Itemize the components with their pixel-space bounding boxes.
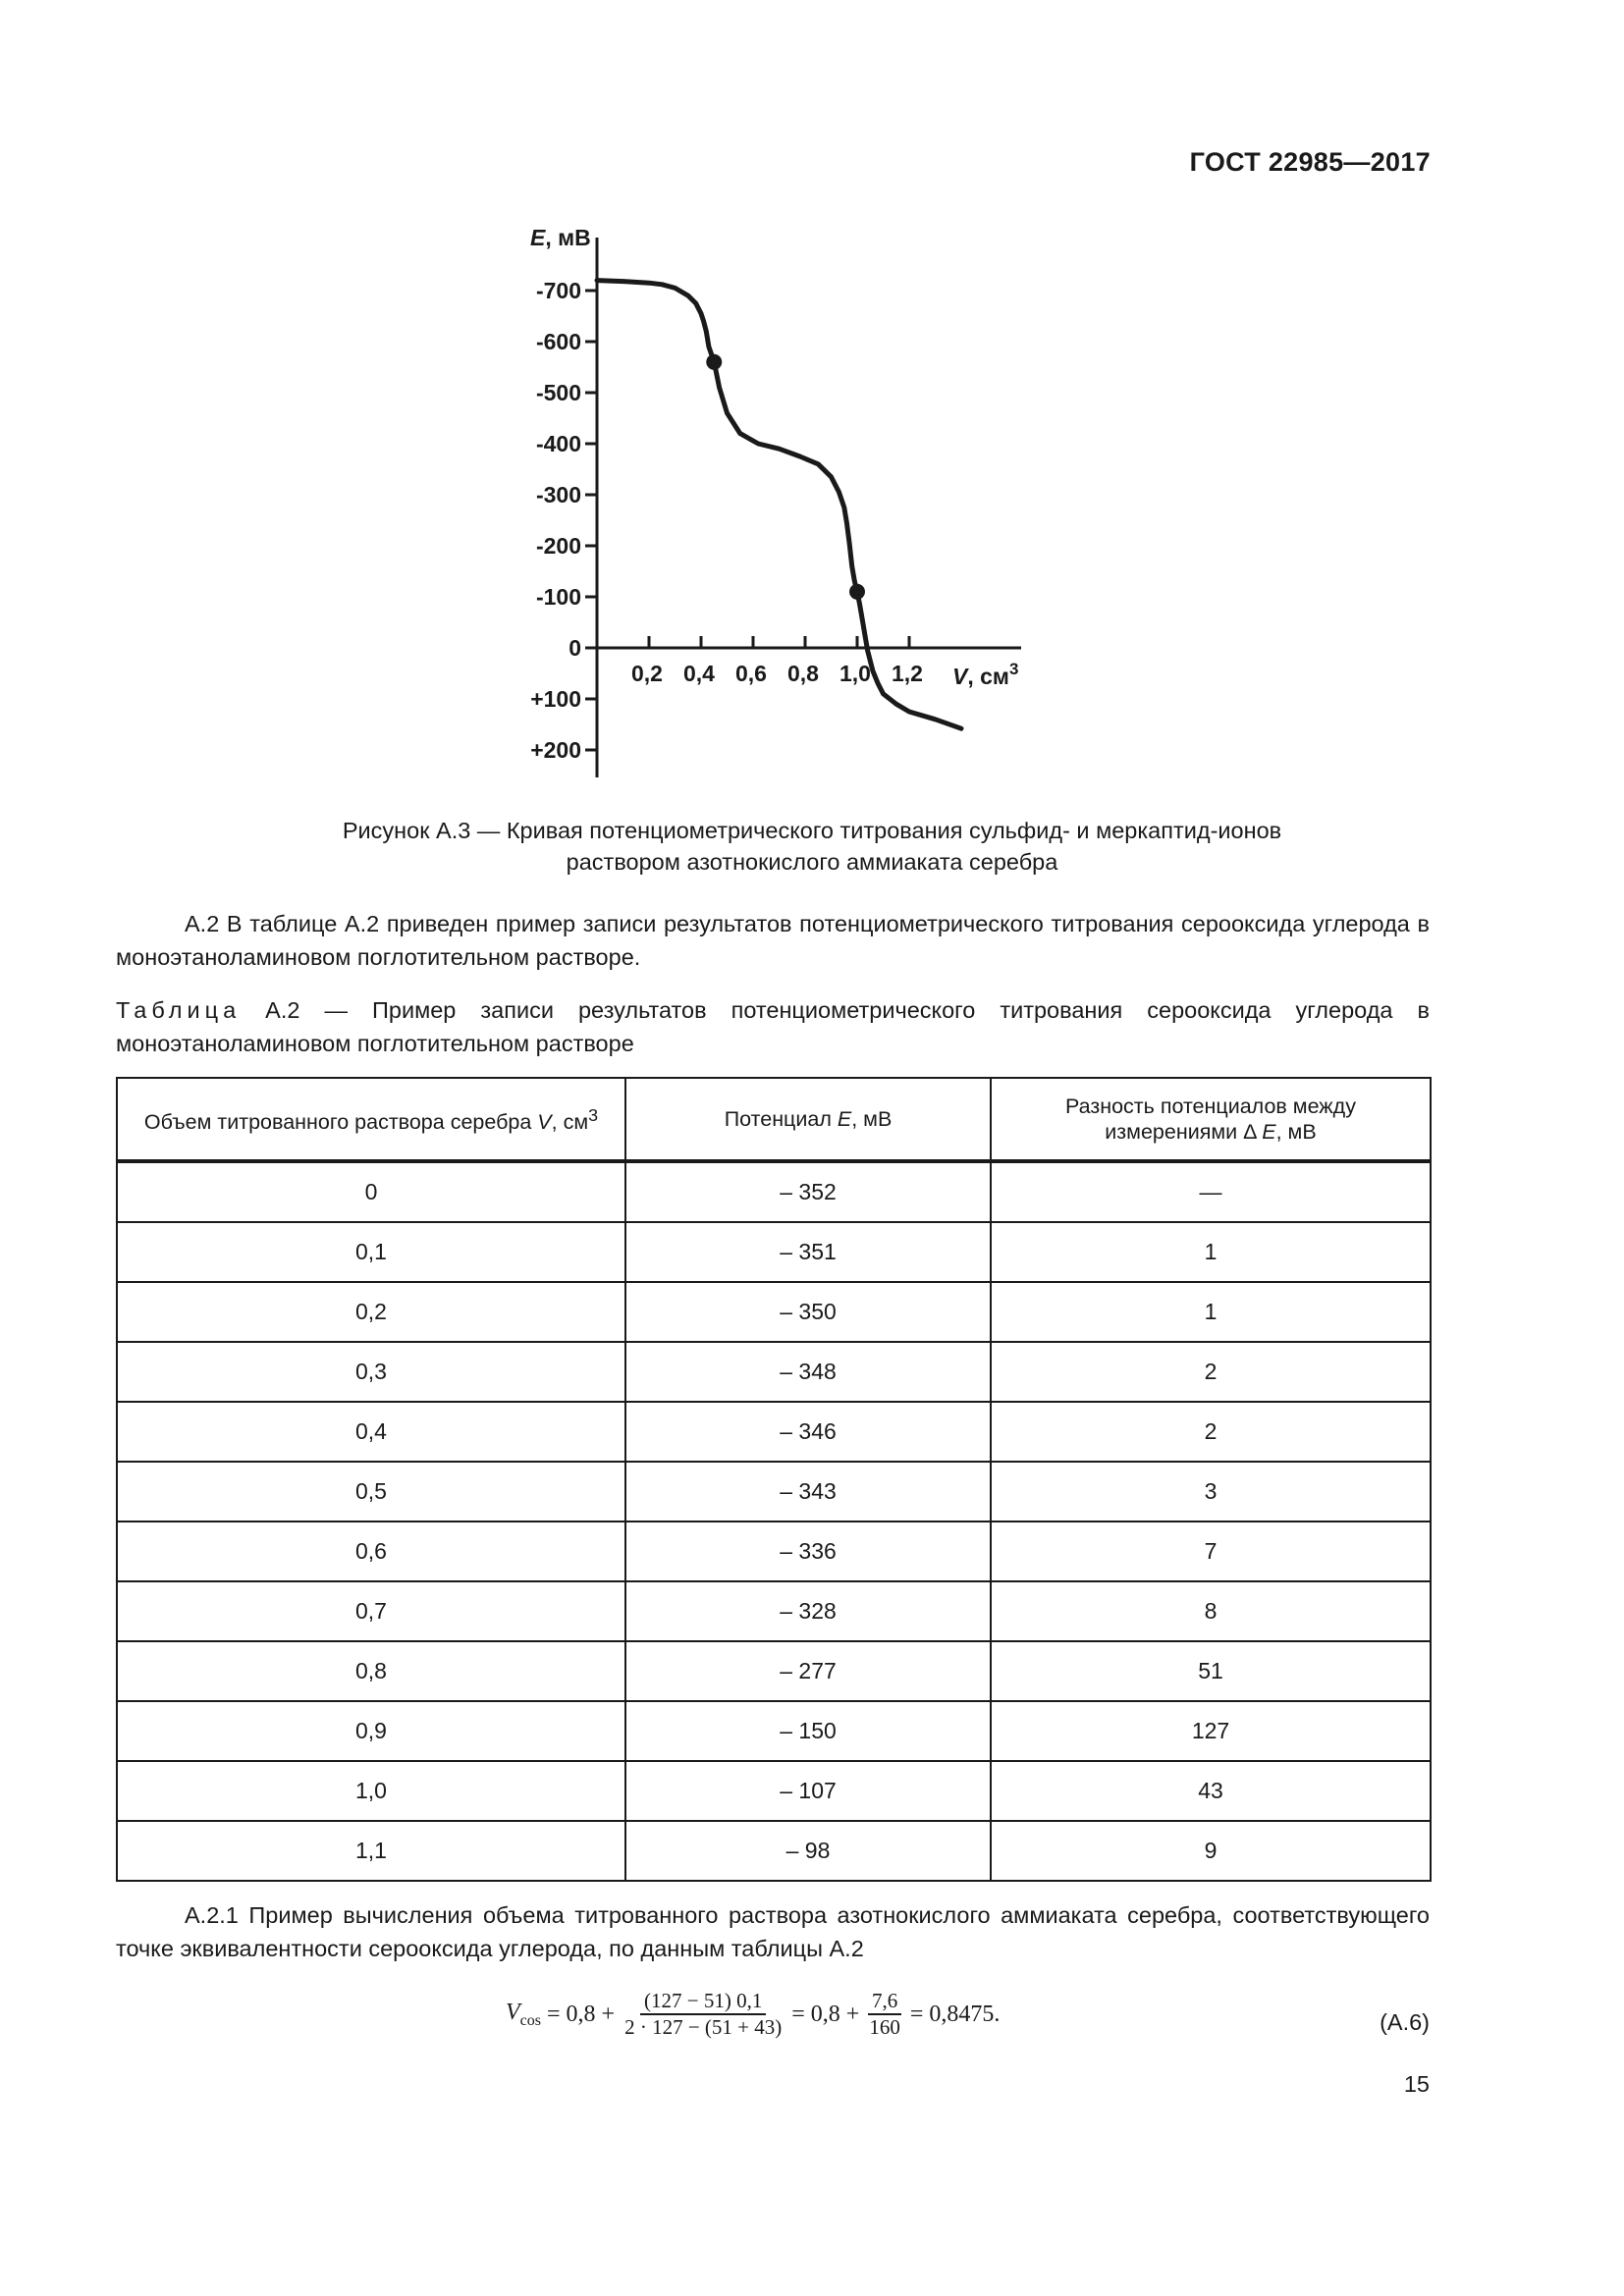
table-row bbox=[117, 1581, 1431, 1641]
cell-difference: 127 bbox=[991, 1701, 1431, 1761]
paragraph-a2-text: В таблице А.2 приведен пример записи результатов потенциометрического титрования серооксида углерода в моноэтаноламиновом поглотительном растворе. bbox=[116, 911, 1430, 970]
header-volume: Объем титрованного раствора серебра V, $см^3$ bbox=[117, 1078, 625, 1161]
cell-volume: 0,7 bbox=[117, 1581, 625, 1641]
paragraph-a2-label: А.2 bbox=[185, 911, 220, 936]
cell-potential: – 107 bbox=[625, 1761, 991, 1821]
table-row bbox=[117, 1641, 1431, 1701]
formula-den1: 2 · 127 − (51 + 43) bbox=[624, 2015, 783, 2039]
cell-volume: 1,1 bbox=[117, 1821, 625, 1881]
cell-potential: – 351 bbox=[625, 1222, 991, 1282]
table-title bbox=[116, 993, 1430, 1060]
svg-text:E, мВ bbox=[530, 225, 591, 250]
formula-den2: 160 bbox=[869, 2015, 900, 2039]
cell-difference: 1 bbox=[991, 1222, 1431, 1282]
x-tick-label: 0,6 bbox=[735, 661, 767, 686]
table-row bbox=[117, 1522, 1431, 1581]
cell-potential: – 336 bbox=[625, 1522, 991, 1581]
document-header: ГОСТ 22985—2017 bbox=[1189, 147, 1431, 177]
figure-caption-line1: Рисунок А.3 — Кривая потенциометрического титрования сульфид- и меркаптид-ионов bbox=[342, 818, 1282, 843]
header-difference: Разность потенциалов между измерениями Δ E, мВ bbox=[991, 1078, 1431, 1161]
cell-potential: – 348 bbox=[625, 1342, 991, 1402]
y-tick-label: -100 bbox=[535, 584, 581, 610]
cell-potential: – 98 bbox=[625, 1821, 991, 1881]
figure-caption-line2: раствором азотнокислого аммиаката серебра bbox=[566, 849, 1058, 875]
cell-volume: 0,2 bbox=[117, 1282, 625, 1342]
cell-potential: – 150 bbox=[625, 1701, 991, 1761]
equivalence-point-marker bbox=[849, 584, 865, 600]
table-row bbox=[117, 1402, 1431, 1462]
y-tick-label: -200 bbox=[535, 533, 581, 559]
cell-difference: 9 bbox=[991, 1821, 1431, 1881]
y-axis-unit: , мВ bbox=[545, 225, 591, 250]
cell-difference: 51 bbox=[991, 1641, 1431, 1701]
formula-a6 bbox=[506, 1989, 1000, 2040]
formula-num2: 7,6 bbox=[868, 1989, 901, 2015]
y-tick-label: -600 bbox=[535, 329, 581, 354]
table-title-label: Таблица bbox=[116, 997, 242, 1023]
header-potential: Потенциал E, мВ bbox=[625, 1078, 991, 1161]
table-header-row bbox=[117, 1078, 1431, 1161]
page-number: 15 bbox=[1403, 2071, 1430, 2097]
table-row bbox=[117, 1462, 1431, 1522]
results-table bbox=[116, 1077, 1432, 1882]
paragraph-a2 bbox=[116, 907, 1430, 974]
x-tick-label: 0,8 bbox=[787, 661, 819, 686]
x-tick-label: 1,0 bbox=[839, 661, 871, 686]
cell-volume: 0,5 bbox=[117, 1462, 625, 1522]
formula-sub: cos bbox=[519, 2011, 541, 2029]
cell-potential: – 343 bbox=[625, 1462, 991, 1522]
cell-difference: 2 bbox=[991, 1342, 1431, 1402]
table-row bbox=[117, 1761, 1431, 1821]
paragraph-a21 bbox=[116, 1898, 1430, 1965]
table-row bbox=[117, 1701, 1431, 1761]
x-tick-label: 0,4 bbox=[683, 661, 715, 686]
cell-volume: 0,6 bbox=[117, 1522, 625, 1581]
y-tick-label: -500 bbox=[535, 380, 581, 405]
cell-potential: – 346 bbox=[625, 1402, 991, 1462]
y-tick-label: +100 bbox=[530, 686, 581, 712]
cell-difference: 3 bbox=[991, 1462, 1431, 1522]
table-row bbox=[117, 1342, 1431, 1402]
equivalence-point-marker bbox=[706, 354, 722, 370]
y-tick-label: -400 bbox=[535, 431, 581, 456]
cell-volume: 0 bbox=[117, 1161, 625, 1222]
cell-volume: 0,8 bbox=[117, 1641, 625, 1701]
y-tick-label: -300 bbox=[535, 482, 581, 507]
x-tick-label: 0,2 bbox=[631, 661, 663, 686]
formula-eq3: = 0,8475. bbox=[909, 2001, 1001, 2027]
table-title-text: А.2 — Пример записи результатов потенциометрического титрования серооксида углерода в моноэтаноламиновом поглотительном растворе bbox=[116, 997, 1430, 1056]
cell-potential: – 328 bbox=[625, 1581, 991, 1641]
formula-num1: (127 − 51) 0,1 bbox=[640, 1989, 766, 2015]
formula-number: (А.6) bbox=[1380, 2009, 1430, 2035]
svg-text:V, см3 bbox=[952, 660, 1018, 689]
cell-volume: 1,0 bbox=[117, 1761, 625, 1821]
table-row bbox=[117, 1161, 1431, 1222]
formula-eq1: = 0,8 + bbox=[547, 2001, 616, 2027]
table-row bbox=[117, 1282, 1431, 1342]
cell-difference: — bbox=[991, 1161, 1431, 1222]
cell-volume: 0,3 bbox=[117, 1342, 625, 1402]
x-axis-var: V bbox=[952, 664, 968, 689]
y-axis-title bbox=[530, 225, 591, 250]
y-axis-var: E bbox=[530, 225, 546, 250]
table-row bbox=[117, 1821, 1431, 1881]
table-row bbox=[117, 1222, 1431, 1282]
paragraph-a21-text: А.2.1 Пример вычисления объема титрованного раствора азотнокислого аммиаката серебра, соответствующего точке эквивалентности серооксида углерода, по данным таблицы А.2 bbox=[116, 1902, 1430, 1961]
cell-volume: 0,1 bbox=[117, 1222, 625, 1282]
cell-difference: 43 bbox=[991, 1761, 1431, 1821]
cell-volume: 0,9 bbox=[117, 1701, 625, 1761]
cell-difference: 2 bbox=[991, 1402, 1431, 1462]
x-axis-exp: 3 bbox=[1008, 660, 1019, 678]
y-tick-label: 0 bbox=[568, 635, 581, 661]
formula-var: V bbox=[506, 1999, 520, 2025]
cell-volume: 0,4 bbox=[117, 1402, 625, 1462]
formula-eq2: = 0,8 + bbox=[791, 2001, 860, 2027]
cell-difference: 8 bbox=[991, 1581, 1431, 1641]
cell-difference: 1 bbox=[991, 1282, 1431, 1342]
titration-chart bbox=[511, 216, 1041, 785]
cell-potential: – 352 bbox=[625, 1161, 991, 1222]
x-axis-title bbox=[952, 660, 1018, 689]
y-tick-label: -700 bbox=[535, 278, 581, 303]
cell-potential: – 277 bbox=[625, 1641, 991, 1701]
y-tick-label: +200 bbox=[530, 737, 581, 763]
x-axis-unit: , см bbox=[967, 664, 1009, 689]
cell-potential: – 350 bbox=[625, 1282, 991, 1342]
x-tick-label: 1,2 bbox=[892, 661, 923, 686]
cell-difference: 7 bbox=[991, 1522, 1431, 1581]
